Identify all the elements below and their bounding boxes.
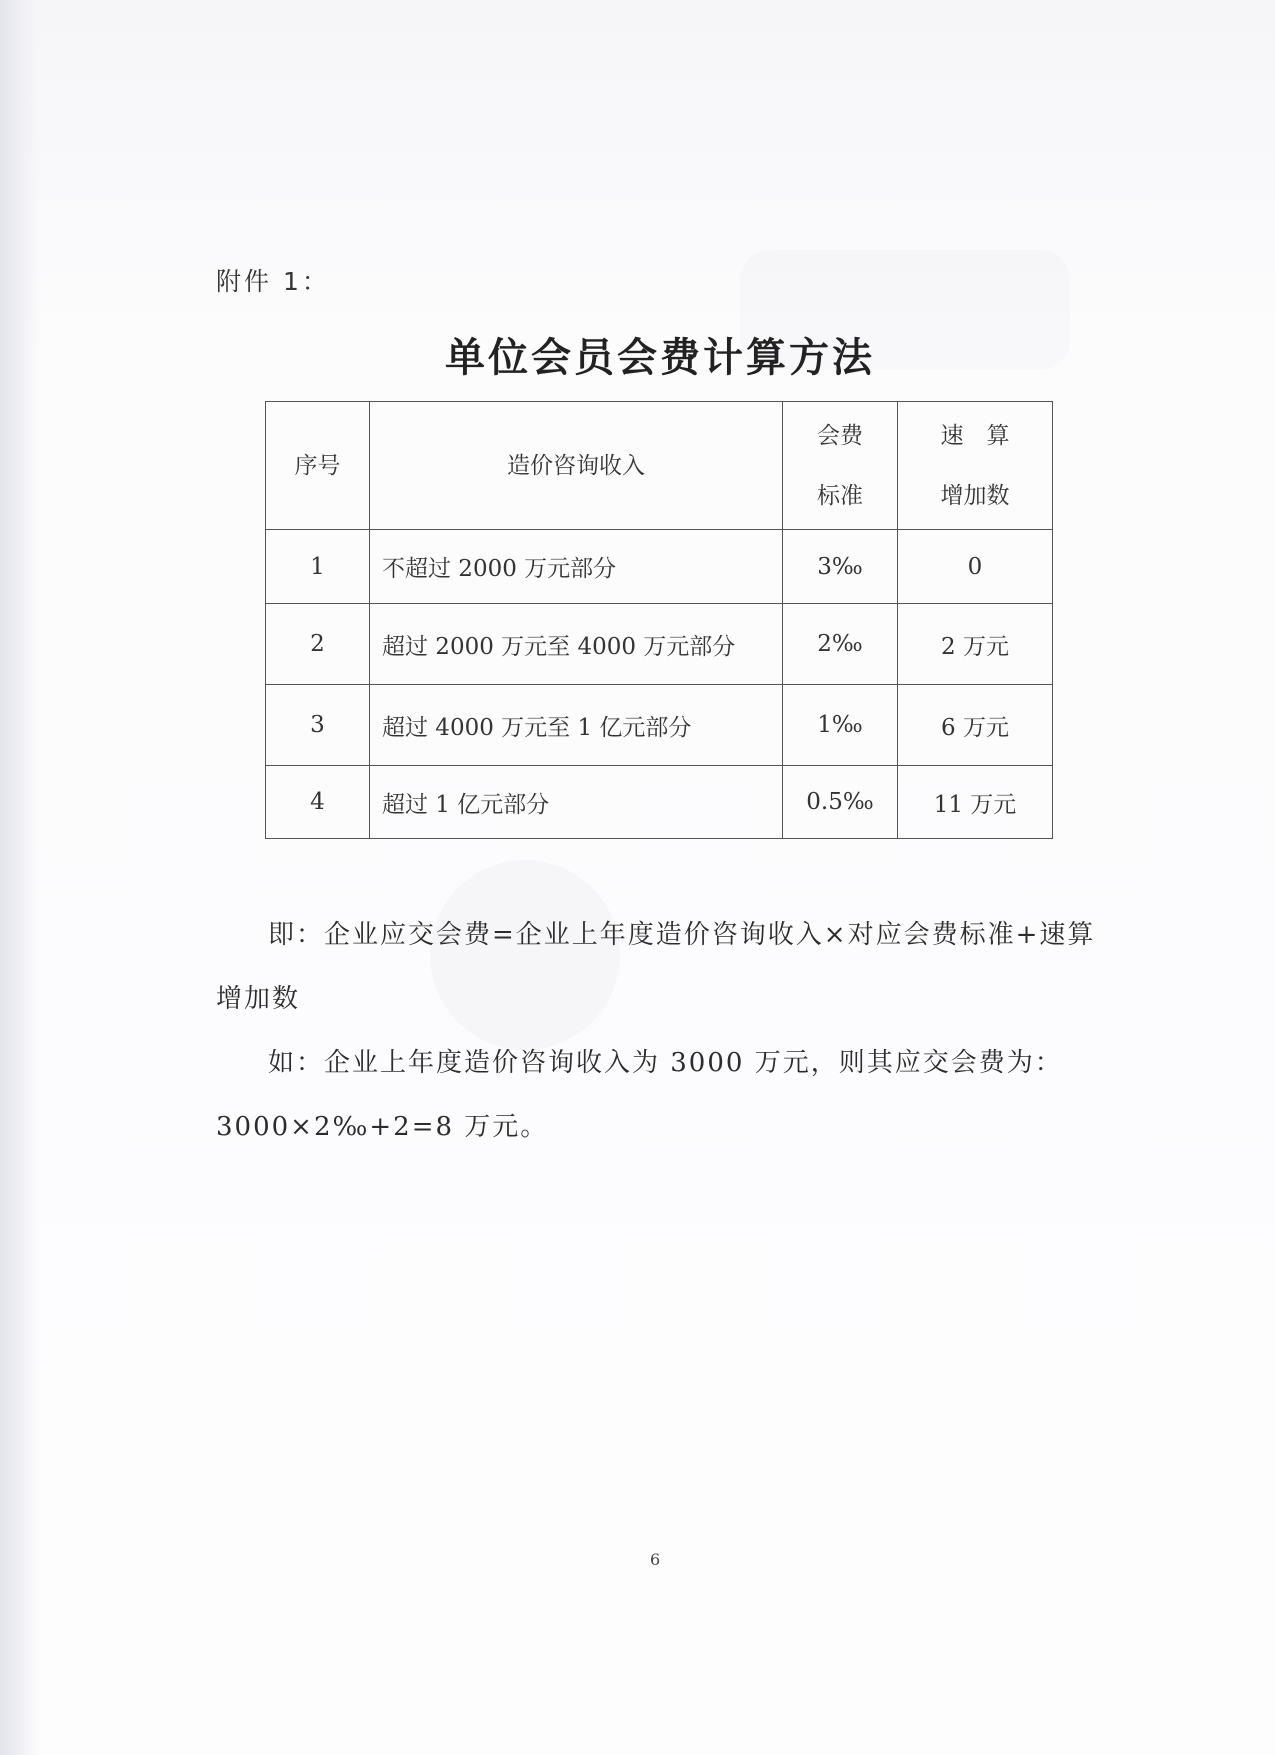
header-rate-line2: 标准	[817, 482, 863, 509]
cell-income: 超过 1 亿元部分	[370, 766, 783, 839]
cell-rate: 2‰	[783, 604, 898, 685]
page-title: 单位会员会费计算方法	[445, 334, 875, 381]
cell-extra: 6 万元	[898, 685, 1053, 766]
header-seq: 序号	[266, 402, 370, 530]
formula-paragraph: 即：企业应交会费=企业上年度造价咨询收入×对应会费标准+速算增加数	[216, 920, 1096, 1014]
scan-edge-shadow	[0, 0, 40, 1755]
fee-calculation-table	[265, 401, 1053, 839]
cell-extra: 11 万元	[898, 766, 1053, 839]
header-extra	[898, 402, 1053, 530]
cell-income: 超过 4000 万元至 1 亿元部分	[370, 685, 783, 766]
header-extra-line2: 增加数	[940, 482, 1010, 509]
table-row	[266, 604, 1053, 685]
cell-extra: 0	[898, 530, 1053, 604]
cell-rate: 3‰	[783, 530, 898, 604]
table-row	[266, 766, 1053, 839]
header-rate	[783, 402, 898, 530]
cell-income: 超过 2000 万元至 4000 万元部分	[370, 604, 783, 685]
table-header-row	[266, 402, 1053, 530]
header-extra-line1: 速 算	[940, 422, 1010, 449]
table-row	[266, 530, 1053, 604]
cell-seq: 4	[266, 766, 370, 839]
cell-extra: 2 万元	[898, 604, 1053, 685]
page-number: 6	[650, 1550, 661, 1569]
header-income: 造价咨询收入	[370, 402, 783, 530]
cell-rate: 0.5‰	[783, 766, 898, 839]
cell-seq: 1	[266, 530, 370, 604]
attachment-label: 附件 1：	[216, 267, 330, 296]
cell-seq: 2	[266, 604, 370, 685]
table-row	[266, 685, 1053, 766]
example-paragraph: 如：企业上年度造价咨询收入为 3000 万元，则其应交会费为：3000×2‰+2=8 万元。	[216, 1048, 1063, 1142]
header-rate-line1: 会费	[817, 422, 863, 449]
cell-rate: 1‰	[783, 685, 898, 766]
cell-seq: 3	[266, 685, 370, 766]
cell-income: 不超过 2000 万元部分	[370, 530, 783, 604]
